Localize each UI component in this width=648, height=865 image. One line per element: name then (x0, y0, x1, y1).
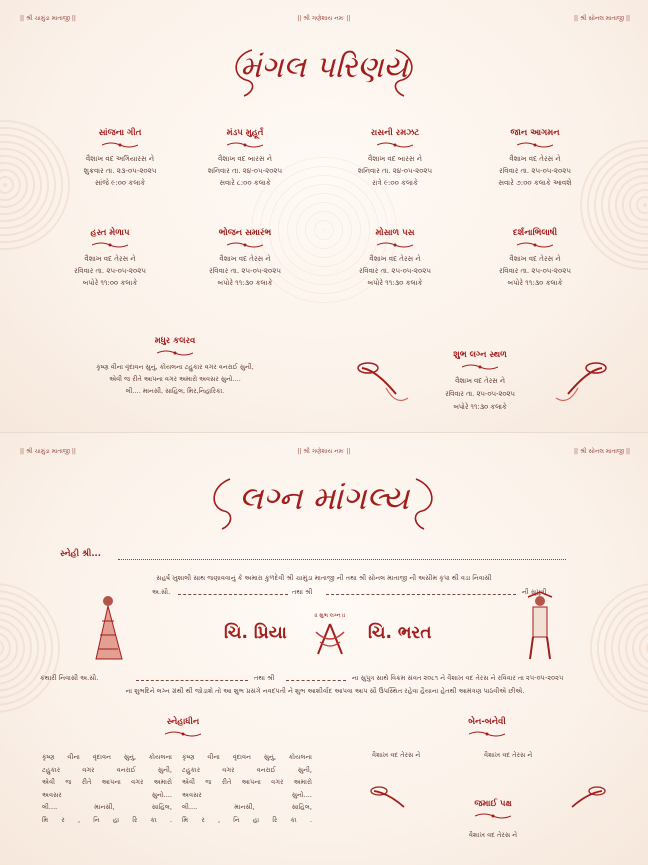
title-flourish-right-icon (390, 46, 420, 102)
snehadhin-heading (108, 717, 258, 742)
event-line: બપોરે ૧૧:૦૦ કલાકે (82, 279, 138, 287)
event-title: મંડપ મુહૂર્ત (226, 128, 264, 138)
groom-figure-icon (520, 591, 560, 663)
header-center: || શ્રી ગણેશાય નમઃ || (297, 15, 351, 22)
shubh-lagna-emblem (304, 613, 356, 664)
event-title: દર્શનાભિલાષી (512, 228, 558, 238)
jamai-title: જમાઈ પક્ષ (474, 799, 512, 809)
event-title: હસ્ત મેળાપ (90, 228, 130, 238)
divider-ornament-icon (157, 349, 193, 357)
madhur-line: એવી જ રીતે આપના વગર અમારો અવસર સુનો.... (109, 375, 241, 383)
sneh-label: સ્નેહી શ્રી... (60, 549, 102, 559)
divider-ornament-icon (227, 241, 263, 249)
snehadhin-line: ટહુકાર વગર વનરાઈ સુની, (42, 765, 172, 774)
event-line: વૈશાખ વદ તેરસ ને (219, 255, 271, 263)
snehadhin-line: લી.... માનસી, સાહિલ, (42, 803, 172, 811)
header-right: || શ્રી સોનલ માતાજી || (574, 15, 630, 22)
event-line: સવારે ૭:૦૦ કલાકે આવશે (498, 179, 572, 187)
snehadhin-line: કૃષ્ણ વીના વૃંદાવન સુનું, કોયલના (42, 753, 172, 761)
bride-figure-icon (88, 591, 128, 663)
divider-ornament-icon (462, 363, 498, 371)
page-title: મંગલ પરિણય (240, 50, 408, 85)
header-left: || શ્રી ચામુંડા માતાજી || (20, 15, 76, 22)
event-title: સાંજના ગીત (98, 128, 142, 138)
divider-ornament-icon (377, 141, 413, 149)
event-line: સાંજે ૯:૦૦ કલાકે (94, 179, 146, 187)
event-line: વૈશાખ વદ અગિયારસ ને (85, 155, 155, 163)
snehadhin-col-1 (42, 751, 172, 826)
madhur-line: લી.... માનસી, સાહિલ, મિર,નિહારિકા. (125, 387, 225, 395)
blank-line (178, 594, 288, 595)
line2-b: તથા શ્રી (292, 588, 313, 596)
ben-banevi-col-2: વૈશાખ વદ તેરસ ને (484, 751, 533, 759)
event-line: બપોરે ૧૧:૩૦ કલાકે (367, 279, 423, 287)
event-mosal-pas (320, 228, 470, 289)
divider-ornament-icon (469, 730, 505, 738)
shehnai-left-icon (370, 783, 414, 813)
ben-banevi-col-1: વૈશાખ વદ તેરસ ને (372, 751, 421, 759)
venue-line: રવિવાર તા. ૨૫-૦૫-૨૦૨૫ (445, 390, 515, 398)
event-darshanabhilashi (460, 228, 610, 289)
line3-a: કંથારી નિવાસી અ.સૌ. (40, 674, 99, 682)
event-line: રવિવાર તા. ૨૫-૦૫-૨૦૨૫ (499, 167, 571, 175)
event-ras-ramzat (320, 128, 470, 189)
event-line: વૈશાખ વદ બારસ ને (367, 155, 423, 163)
header-center: || શ્રી ગણેશાય નમઃ || (297, 448, 351, 455)
venue-line: બપોરે ૧૧:૩૦ કલાકે (453, 403, 507, 411)
groom-name: ચિ. ભરત (368, 623, 432, 643)
blank-line (286, 680, 346, 681)
event-line: રવિવાર તા. ૨૫-૦૫-૨૦૨૫ (74, 267, 146, 275)
event-line: બપોરે ૧૧:૩૦ કલાકે (507, 279, 563, 287)
event-jaan-aagman (460, 128, 610, 189)
shehnai-right-icon (552, 358, 608, 410)
venue-line: વૈશાખ વદ તેરસ ને (455, 377, 505, 385)
line3-b: તથા શ્રી (254, 674, 275, 682)
divider-ornament-icon (227, 141, 263, 149)
event-line: રાત્રે ૯:૦૦ કલાકે (372, 179, 418, 187)
event-line: રવિવાર તા. ૨૫-૦૫-૨૦૨૫ (359, 267, 431, 275)
event-title: ભોજન સમારંભ (218, 228, 272, 238)
snehadhin-line: એવી જ રીતે આપના વગર અમારો (182, 778, 312, 786)
snehadhin-title: સ્નેહાધીન (166, 717, 200, 727)
divider-ornament-icon (165, 730, 201, 738)
snehadhin-line: લી.... માનસી, સાહિલ, (182, 803, 312, 811)
page-title: લગ્ન માંગલ્ય (238, 479, 410, 517)
event-line: વૈશાખ વદ તેરસ ને (509, 155, 561, 163)
snehadhin-line: અવસર સુનો.... (182, 790, 312, 799)
couple-emblem-icon (310, 620, 350, 660)
jamai-line: વૈશાખ વદ તેરસ ને (468, 831, 518, 839)
divider-ornament-icon (475, 812, 511, 820)
invitation-page-1 (0, 0, 648, 432)
snehadhin-line: એવી જ રીતે આપના વગર અમારો (42, 778, 172, 786)
header-right: || શ્રી સોનલ માતાજી || (574, 448, 630, 455)
event-line: શનિવાર તા. ૨૪-૦૫-૨૦૨૫ (207, 167, 283, 175)
event-hast-melap (35, 228, 185, 289)
line2-a: અ.સૌ. (152, 588, 171, 596)
bride-name: ચિ. પ્રિયા (224, 623, 287, 643)
madhur-line: કૃષ્ણ વીના વૃંદાવન સુનું, કોયલના ટહુકાર વગર વનરાઈ સુની, (96, 363, 254, 371)
event-title: જાન આગમન (510, 128, 560, 138)
snehadhin-line: કૃષ્ણ વીના વૃંદાવન સુનું, કોયલના (182, 753, 312, 761)
snehadhin-col-2 (182, 751, 312, 826)
blank-line (326, 594, 516, 595)
header-left: || શ્રી ચામુંડા માતાજી || (20, 448, 76, 455)
event-line: સવારે ૮:૦૦ કલાકે (219, 179, 271, 187)
shehnai-left-icon (356, 358, 412, 410)
venue-title: શુભ લગ્ન સ્થળ (453, 350, 507, 360)
divider-ornament-icon (517, 141, 553, 149)
event-line: રવિવાર તા. ૨૫-૦૫-૨૦૨૫ (499, 267, 571, 275)
blank-line (136, 680, 248, 681)
snehadhin-line: અવસર સુનો.... (42, 790, 172, 799)
event-bhojan-samarambh (170, 228, 320, 289)
snehadhin-line: ટહુકાર વગર વનરાઈ સુની, (182, 765, 312, 774)
event-mandap-muhurt (170, 128, 320, 189)
title-flourish-right-icon (410, 475, 440, 535)
event-title: મોસાળ પસ (375, 228, 415, 238)
event-line: વૈશાખ વદ તેરસ ને (509, 255, 561, 263)
event-line: રવિવાર તા. ૨૫-૦૫-૨૦૨૫ (209, 267, 281, 275)
invitation-line-1: સહર્ષ ખુશાલી સાથ જણાવવાનું કે અમારા કુળદેવી શ્રી ચામુંડા માતાજી ની તથા શ્રી સોનલ માતાજી ની અસીમ કૃપા થી વડા નિવાસી (156, 574, 492, 582)
snehadhin-line: મિ ર , નિ હા રિ કા . (42, 815, 172, 824)
divider-ornament-icon (517, 241, 553, 249)
madhur-title: મધુર કલરવ (154, 336, 196, 346)
event-line: બપોરે ૧૧:૩૦ કલાકે (217, 279, 273, 287)
ben-banevi-heading (412, 717, 562, 742)
invitation-page-2 (0, 432, 648, 865)
jamai-heading (418, 799, 568, 824)
divider-ornament-icon (92, 241, 128, 249)
divider-ornament-icon (377, 241, 413, 249)
venue-section (405, 350, 555, 414)
sneh-dotted-line (118, 559, 566, 560)
event-line: વૈશાખ વદ તેરસ ને (84, 255, 136, 263)
shehnai-right-icon (562, 783, 606, 813)
line3-c: ના સુપુત્ર સાથે વિક્રમ સંવત ૨૦૮૧ ને વૈશાખ વદ તેરસ ને રવિવાર તા ૨૫-૦૫-૨૦૨૫ (352, 674, 564, 682)
ben-banevi-title: બેન-બનેવી (468, 717, 506, 727)
line2-c: ની સુપુત્રી (522, 588, 547, 596)
event-line: વૈશાખ વદ બારસ ને (217, 155, 273, 163)
event-line: વૈશાખ વદ તેરસ ને (369, 255, 421, 263)
divider-ornament-icon (102, 141, 138, 149)
event-line: શનિવાર તા. ૨૪-૦૫-૨૦૨૫ (357, 167, 433, 175)
madhur-kalrav-section (60, 336, 290, 397)
emblem-text: ।। શુભ લગ્ન ।। (314, 613, 346, 619)
event-line: શુક્રવાર તા. ૨૩-૦૫-૨૦૨૫ (83, 167, 157, 175)
event-title: રાસની રમઝટ (370, 128, 420, 138)
snehadhin-line: મિ ર , નિ હા રિ કા . (182, 815, 312, 824)
invitation-line-4: ના શુભદિને લગ્ન ગ્રંથી થી જોડાશે તો આ શુભ પ્રસંગે નવદંપતી ને શુભ આશીર્વાદ આપવા આપ સૌ ઉપસ્થિત રહેવા હૈયાના હેતથી આમંત્રણ પાઠવીએ છીએ. (125, 687, 525, 695)
